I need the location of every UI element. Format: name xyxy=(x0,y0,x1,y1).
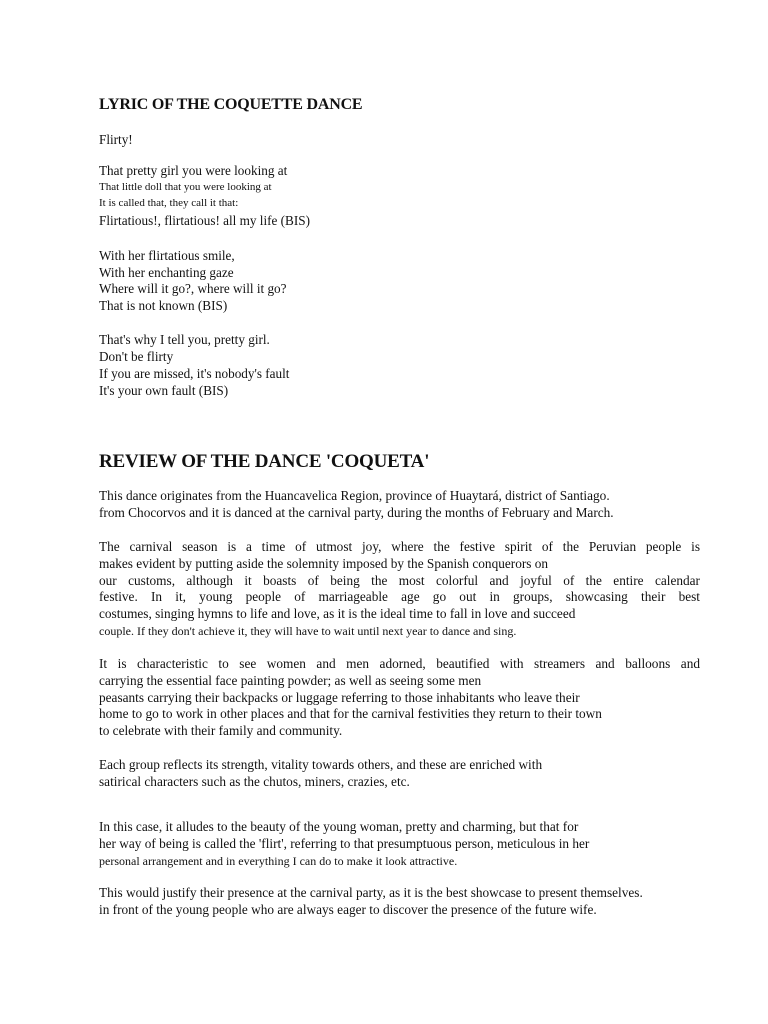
p3-line5: to celebrate with their family and community. xyxy=(99,723,343,739)
p2-line4: festive. In it, young people of marriageable age go out in groups, showcasing their best xyxy=(99,589,700,605)
p6-line1: This would justify their presence at the carnival party, as it is the best showcase to present themselves. xyxy=(99,885,643,900)
lyric-intro: Flirty! xyxy=(99,132,133,147)
p2-line5: costumes, singing hymns to life and love, as it is the ideal time to fall in love and succeed xyxy=(99,606,576,622)
p4-line2: satirical characters such as the chutos, miners, crazies, etc. xyxy=(99,773,410,789)
review-paragraph-6 xyxy=(99,885,700,919)
review-title: REVIEW OF THE DANCE 'COQUETA' xyxy=(99,451,430,472)
review-paragraph-2 xyxy=(99,539,700,640)
stanza2-line2: With her enchanting gaze xyxy=(99,265,234,280)
stanza1-line1: That pretty girl you were looking at xyxy=(99,163,288,178)
p5-line1: In this case, it alludes to the beauty of the young woman, pretty and charming, but that for xyxy=(99,819,579,834)
p3-line1: It is characteristic to see women and men adorned, beautified with streamers and balloons and xyxy=(99,656,700,671)
p1-line2: from Chocorvos and it is danced at the carnival party, during the months of February and March. xyxy=(99,504,614,520)
review-paragraph-1 xyxy=(99,488,700,522)
stanza3-line3: If you are missed, it's nobody's fault xyxy=(99,366,290,381)
stanza2-line4: That is not known (BIS) xyxy=(99,298,228,313)
stanza1-line2: That little doll that you were looking at xyxy=(99,181,272,193)
p2-line2: makes evident by putting aside the solemnity imposed by the Spanish conquerors on xyxy=(99,555,549,571)
p1-line1: This dance originates from the Huancavelica Region, province of Huaytará, district of Santiago. xyxy=(99,488,610,503)
p4-line1: Each group reflects its strength, vitality towards others, and these are enriched with xyxy=(99,757,543,772)
stanza1-line4: Flirtatious!, flirtatious! all my life (BIS) xyxy=(99,213,310,228)
p5-line2: her way of being is called the 'flirt', referring to that presumptuous person, meticulous in her xyxy=(99,835,590,851)
review-paragraph-4 xyxy=(99,757,700,791)
p3-line2: carrying the essential face painting powder; as well as seeing some men xyxy=(99,672,482,688)
stanza1-line3: It is called that, they call it that: xyxy=(99,197,239,209)
p3-line3: peasants carrying their backpacks or luggage referring to those inhabitants who leave their xyxy=(99,689,580,705)
review-paragraph-3 xyxy=(99,656,700,740)
stanza2-line3: Where will it go?, where will it go? xyxy=(99,281,287,296)
p3-line4: home to go to work in other places and that for the carnival festivities they return to their town xyxy=(99,706,602,722)
p2-line6: couple. If they don't achieve it, they will have to wait until next year to dance and sing. xyxy=(99,623,517,638)
p2-line3: our customs, although it boasts of being the most colorful and joyful of the entire calendar xyxy=(99,572,700,588)
p2-line1: The carnival season is a time of utmost joy, where the festive spirit of the Peruvian people is xyxy=(99,539,700,554)
stanza3-line2: Don't be flirty xyxy=(99,349,174,364)
review-paragraph-5 xyxy=(99,819,700,869)
p6-line2: in front of the young people who are always eager to discover the presence of the future wife. xyxy=(99,901,597,917)
stanza3-line1: That's why I tell you, pretty girl. xyxy=(99,332,270,347)
stanza2-line1: With her flirtatious smile, xyxy=(99,248,235,263)
stanza3-line4: It's your own fault (BIS) xyxy=(99,383,229,398)
p5-line3: personal arrangement and in everything I can do to make it look attractive. xyxy=(99,853,458,868)
lyric-title: LYRIC OF THE COQUETTE DANCE xyxy=(99,96,363,113)
